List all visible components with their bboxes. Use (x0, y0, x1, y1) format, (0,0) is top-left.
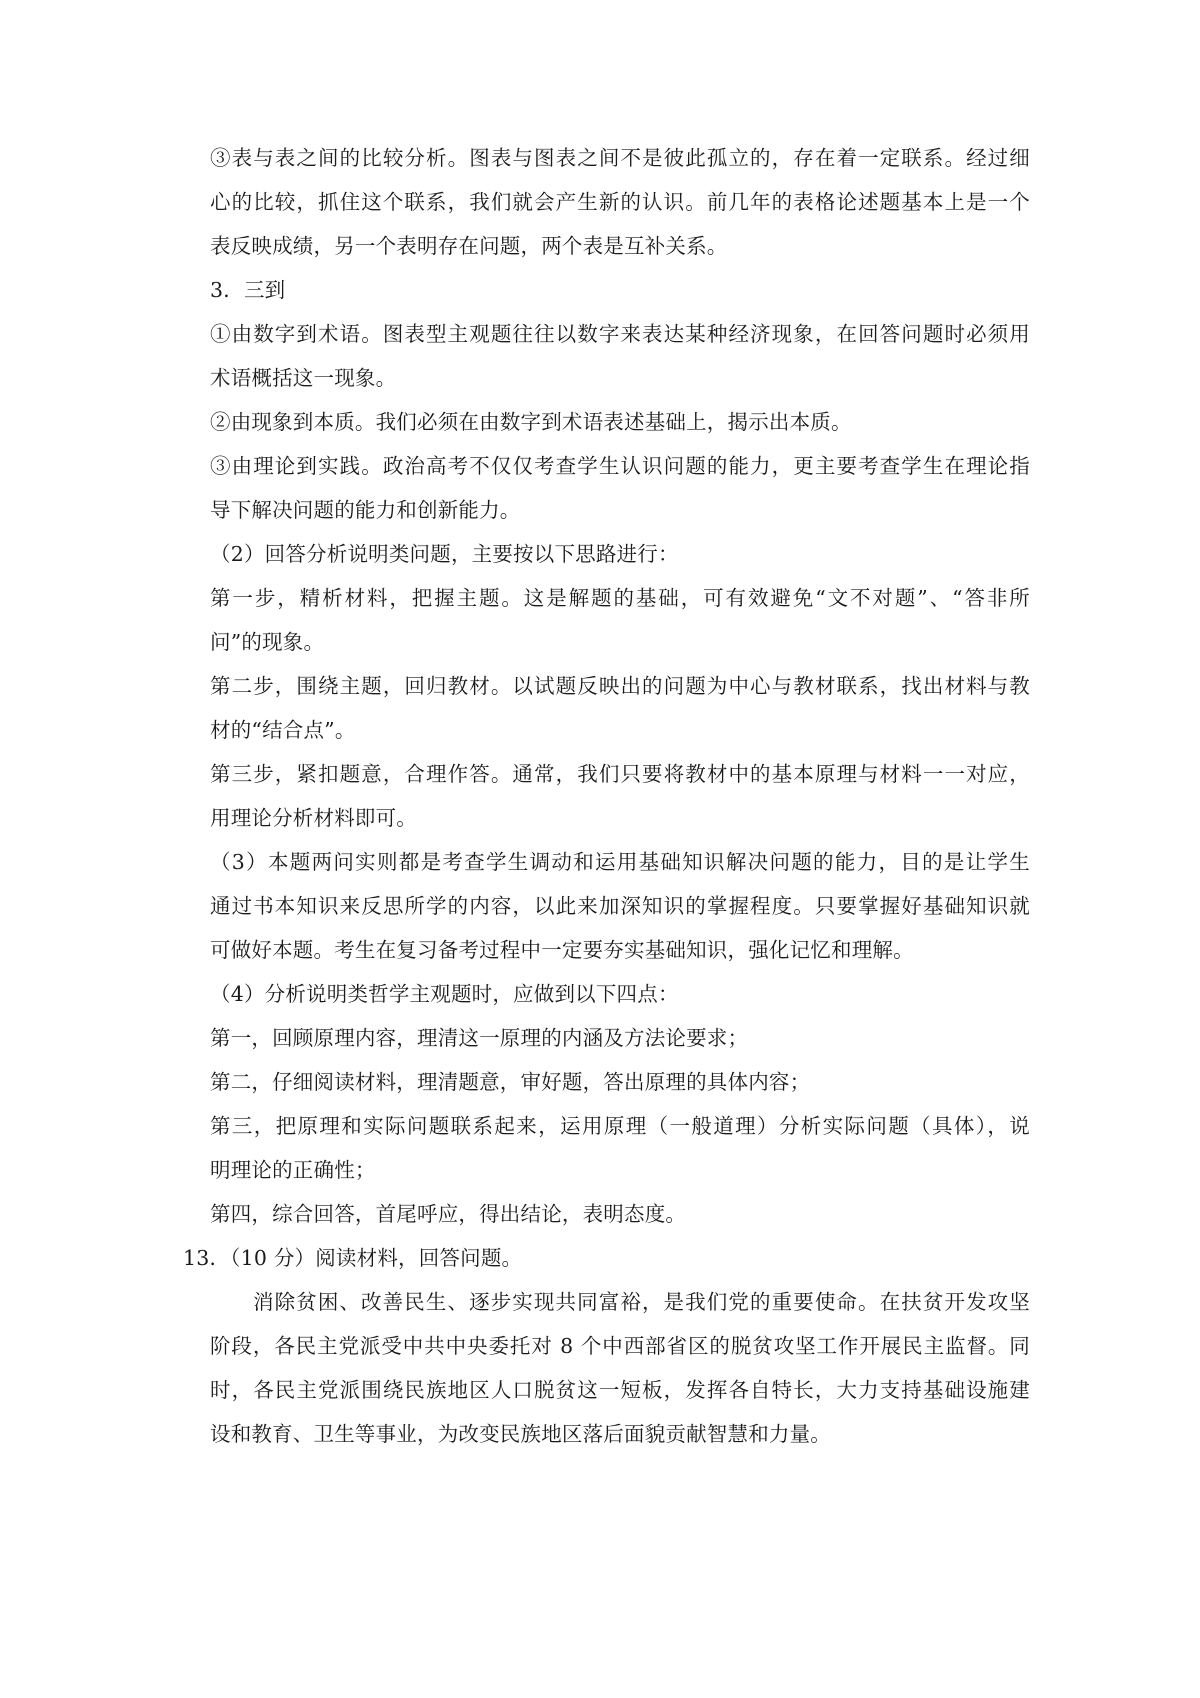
text-line: 第一，回顾原理内容，理清这一原理的内涵及方法论要求； (210, 1026, 749, 1050)
text-line: 第四，综合回答，首尾呼应，得出结论，表明态度。 (210, 1202, 687, 1226)
text-line: ①由数字到术语。图表型主观题往往以数字来表达某种经济现象，在回答问题时必须用 (210, 322, 1030, 346)
text-line: 时，各民主党派围绕民族地区人口脱贫这一短板，发挥各自特长，大力支持基础设施建 (210, 1378, 1030, 1402)
text-line: ③表与表之间的比较分析。图表与图表之间不是彼此孤立的，存在着一定联系。经过细 (210, 146, 1030, 170)
text-line: 心的比较，抓住这个联系，我们就会产生新的认识。前几年的表格论述题基本上是一个 (210, 190, 1030, 214)
text-line: 材的“结合点”。 (210, 718, 356, 742)
text-line: ③由理论到实践。政治高考不仅仅考查学生认识问题的能力，更主要考查学生在理论指 (210, 454, 1030, 478)
text-line: 第二，仔细阅读材料，理清题意，审好题，答出原理的具体内容； (210, 1070, 811, 1094)
text-line: 可做好本题。考生在复习备考过程中一定要夯实基础知识，强化记忆和理解。 (210, 938, 914, 962)
text-line: 第二步，围绕主题，回归教材。以试题反映出的问题为中心与教材联系，找出材料与教 (210, 674, 1030, 698)
question-heading: 13．（10 分）阅读材料，回答问题。 (183, 1246, 523, 1270)
text-line: 阶段，各民主党派受中共中央委托对 8 个中西部省区的脱贫攻坚工作开展民主监督。同 (210, 1334, 1030, 1358)
text-line: 术语概括这一现象。 (210, 366, 397, 390)
text-line: （3）本题两问实则都是考查学生调动和运用基础知识解决问题的能力，目的是让学生 (210, 850, 1030, 874)
text-line: 第三，把原理和实际问题联系起来，运用原理（一般道理）分析实际问题（具体），说 (210, 1114, 1030, 1138)
text-line: 表反映成绩，另一个表明存在问题，两个表是互补关系。 (210, 234, 728, 258)
text-line: 消除贫困、改善民生、逐步实现共同富裕，是我们党的重要使命。在扶贫开发攻坚 (253, 1290, 1030, 1314)
text-line: ②由现象到本质。我们必须在由数字到术语表述基础上，揭示出本质。 (210, 410, 852, 434)
text-line: 用理论分析材料即可。 (210, 806, 417, 830)
text-line: 明理论的正确性； (210, 1158, 376, 1182)
text-line: 通过书本知识来反思所学的内容，以此来加深知识的掌握程度。只要掌握好基础知识就 (210, 894, 1030, 918)
text-line: （4）分析说明类哲学主观题时，应做到以下四点： (210, 982, 679, 1006)
text-line: 设和教育、卫生等事业，为改变民族地区落后面貌贡献智慧和力量。 (210, 1422, 831, 1446)
text-line: 导下解决问题的能力和创新能力。 (210, 498, 521, 522)
text-line: （2）回答分析说明类问题，主要按以下思路进行： (210, 542, 679, 566)
section-heading: 3．三到 (210, 278, 286, 302)
text-line: 第一步，精析材料，把握主题。这是解题的基础，可有效避免“文不对题”、“答非所 (210, 586, 1030, 610)
text-line: 第三步，紧扣题意，合理作答。通常，我们只要将教材中的基本原理与材料一一对应， (210, 762, 1030, 786)
text-line: 问”的现象。 (210, 630, 325, 654)
